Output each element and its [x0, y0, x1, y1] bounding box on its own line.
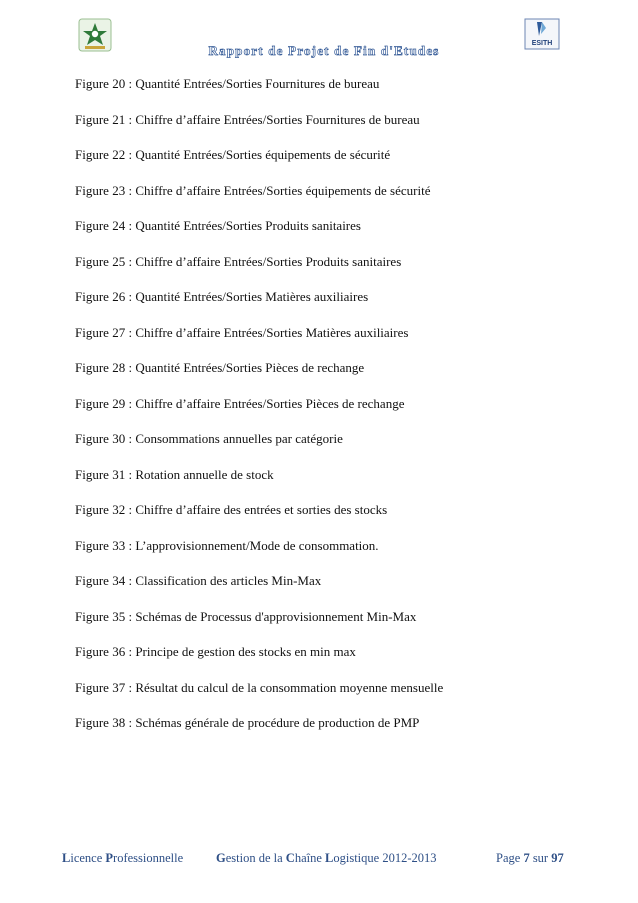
figure-label: Figure [75, 76, 109, 91]
figure-label: Figure [75, 147, 109, 162]
figure-title: : Quantité Entrées/Sorties Produits sanitaires [128, 218, 361, 233]
figure-title: : Chiffre d’affaire Entrées/Sorties Produits sanitaires [128, 253, 402, 269]
footer-course: Gestion de la Chaîne Logistique 2012-2013 [216, 851, 437, 865]
figure-list-item [75, 102, 443, 138]
figure-number: 27 [112, 324, 126, 340]
figure-title: : Rotation annuelle de stock [128, 466, 274, 482]
figure-number: 37 [112, 679, 126, 695]
figure-number: 20 [112, 76, 126, 91]
figure-number: 22 [112, 147, 126, 162]
document-header-title: Rapport de Projet de Fin d'Etudes [208, 43, 440, 58]
figure-label: Figure [75, 537, 109, 553]
figure-list-item [75, 528, 443, 564]
figure-label: Figure [75, 395, 109, 411]
figure-number: 33 [112, 537, 126, 553]
figure-label: Figure [75, 466, 109, 482]
footer-program: Licence Professionnelle [62, 851, 184, 865]
figure-list-item [75, 279, 443, 315]
figure-title: : Quantité Entrées/Sorties Pièces de rechange [128, 360, 365, 375]
figure-title: : Quantité Entrées/Sorties Fournitures de bureau [128, 76, 380, 91]
figure-title: : Classification des articles Min-Max [128, 573, 322, 588]
figure-number: 25 [112, 253, 126, 269]
figure-number: 21 [112, 111, 126, 127]
figure-number: 28 [112, 360, 126, 375]
figure-label: Figure [75, 111, 109, 127]
figure-title: : Chiffre d’affaire Entrées/Sorties équipements de sécurité [128, 182, 431, 198]
figure-list-item [75, 421, 443, 457]
figure-list [75, 66, 443, 741]
figure-title: : Consommations annuelles par catégorie [128, 431, 343, 446]
figure-label: Figure [75, 502, 109, 517]
figure-title: : Chiffre d’affaire Entrées/Sorties Pièces de rechange [128, 395, 405, 411]
figure-label: Figure [75, 573, 109, 588]
figure-title: : Principe de gestion des stocks en min max [128, 644, 356, 659]
figure-list-item [75, 173, 443, 209]
figure-list-item [75, 670, 443, 706]
figure-list-item [75, 66, 443, 102]
page-footer [0, 851, 638, 869]
figure-number: 34 [112, 573, 126, 588]
figure-list-item [75, 208, 443, 244]
figure-list-item [75, 492, 443, 528]
figure-title: : Chiffre d’affaire Entrées/Sorties Matières auxiliaires [128, 324, 409, 340]
figure-list-item [75, 244, 443, 280]
figure-label: Figure [75, 360, 109, 375]
figure-label: Figure [75, 644, 109, 659]
figure-number: 29 [112, 395, 126, 411]
figure-list-item [75, 563, 443, 599]
figure-number: 32 [112, 502, 126, 517]
figure-list-item [75, 705, 443, 741]
figure-number: 30 [112, 431, 126, 446]
figure-list-item [75, 350, 443, 386]
figure-label: Figure [75, 679, 109, 695]
esith-logo-text: ESITH [531, 40, 553, 47]
figure-label: Figure [75, 289, 109, 304]
figure-list-item [75, 386, 443, 422]
footer-page-number: Page 7 sur 97 [496, 851, 564, 865]
figure-title: : Quantité Entrées/Sorties équipements de sécurité [128, 147, 391, 162]
figure-number: 38 [112, 715, 126, 730]
figure-number: 31 [112, 466, 126, 482]
figure-list-item [75, 599, 443, 635]
figure-label: Figure [75, 608, 109, 624]
figure-number: 35 [112, 608, 126, 624]
figure-number: 36 [112, 644, 126, 659]
figure-label: Figure [75, 218, 109, 233]
figure-number: 23 [112, 182, 126, 198]
figure-number: 26 [112, 289, 126, 304]
figure-title: : L’approvisionnement/Mode de consommation. [128, 537, 379, 553]
figure-number: 24 [112, 218, 126, 233]
figure-list-item [75, 634, 443, 670]
figure-title: : Résultat du calcul de la consommation moyenne mensuelle [128, 679, 444, 695]
figure-title: : Schémas générale de procédure de production de PMP [128, 715, 420, 730]
figure-title: : Schémas de Processus d'approvisionnement Min-Max [128, 608, 417, 624]
figure-list-item [75, 457, 443, 493]
figure-list-item [75, 137, 443, 173]
figure-title: : Quantité Entrées/Sorties Matières auxiliaires [128, 289, 369, 304]
figure-list-item [75, 315, 443, 351]
figure-title: : Chiffre d’affaire Entrées/Sorties Fournitures de bureau [128, 111, 420, 127]
figure-title: : Chiffre d’affaire des entrées et sorties des stocks [128, 502, 388, 517]
figure-label: Figure [75, 324, 109, 340]
figure-label: Figure [75, 431, 109, 446]
figure-label: Figure [75, 715, 109, 730]
figure-label: Figure [75, 253, 109, 269]
figure-label: Figure [75, 182, 109, 198]
